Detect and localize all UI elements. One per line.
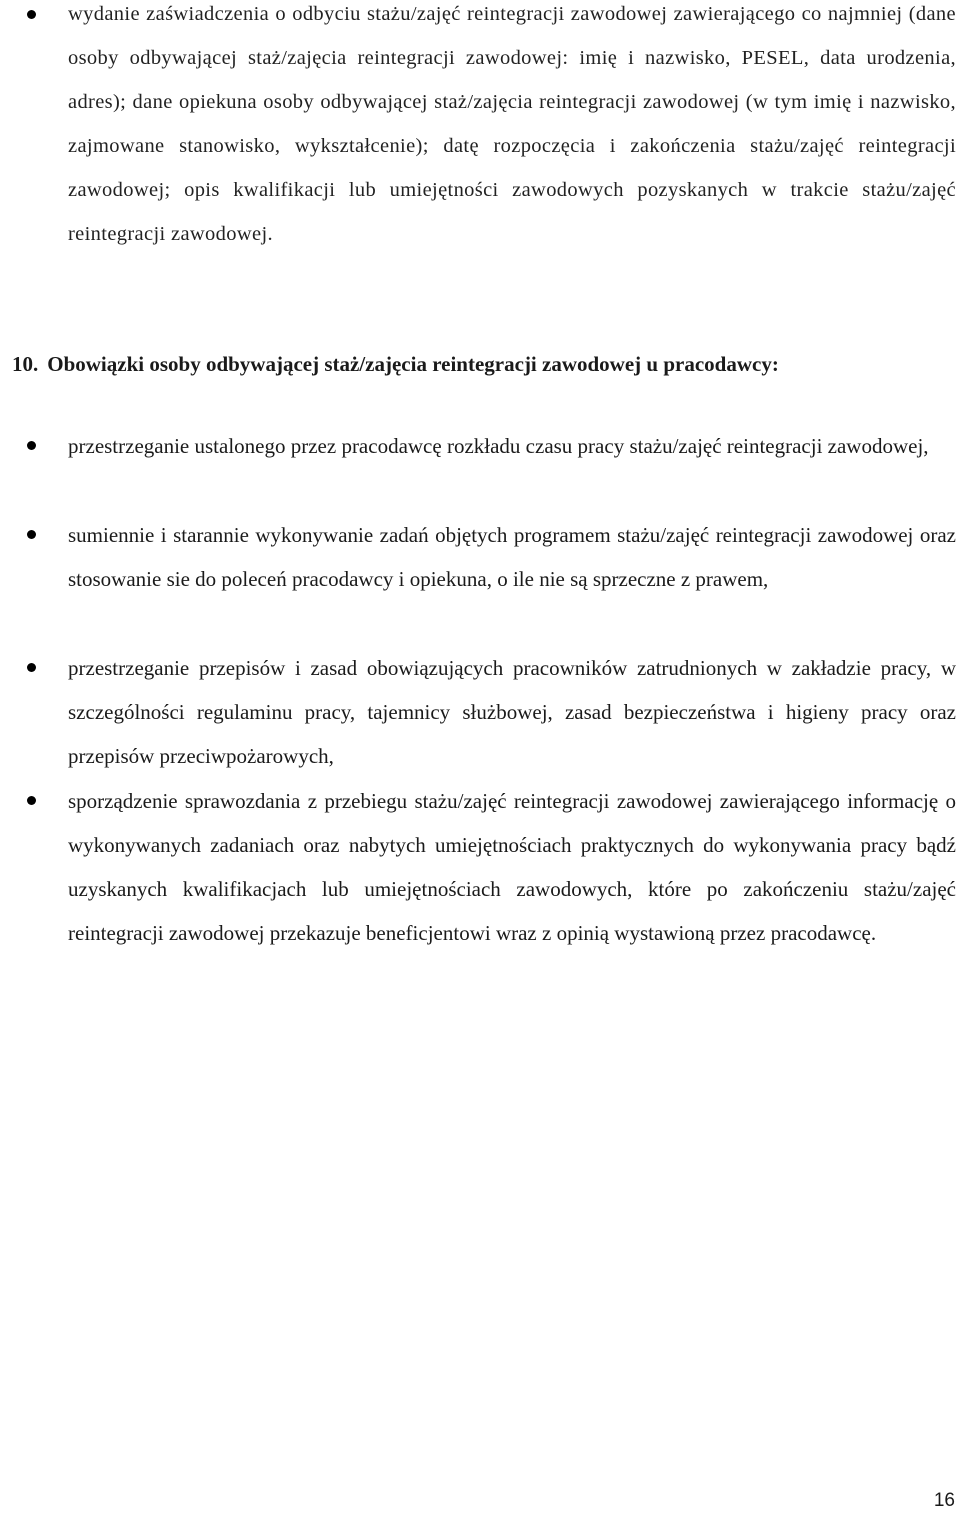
page-number: 16 bbox=[933, 1490, 955, 1511]
bullet-icon bbox=[27, 441, 36, 450]
list-item-text: przestrzeganie przepisów i zasad obowiązujących pracowników zatrudnionych w zakładzie pracy, w szczególności regulaminu pracy, tajemnicy służbowej, zasad bezpieczeństwa i higieny pracy oraz przepisów przeciwpożarowych, bbox=[68, 656, 956, 768]
list-item-text: sporządzenie sprawozdania z przebiegu stażu/zajęć reintegracji zawodowej zawierającego informację o wykonywanych zadaniach oraz nabytych umiejętnościach praktycznych do wykonywania pracy bądź uzyskanych kwalifikacjach lub umiejętnościach zawodowych, które po zakończeniu stażu/zajęć reintegracji zawodowej przekazuje beneficjentowi wraz z opinią wystawioną przez pracodawcę. bbox=[68, 789, 956, 945]
bullet-icon bbox=[27, 663, 36, 672]
bullet-icon bbox=[27, 530, 36, 539]
bullet-icon bbox=[27, 796, 36, 805]
section-title: Obowiązki osoby odbywającej staż/zajęcia reintegracji zawodowej u pracodawcy: bbox=[47, 352, 779, 376]
section-heading bbox=[12, 348, 952, 380]
list-item-text: wydanie zaświadczenia o odbyciu stażu/zajęć reintegracji zawodowej zawierającego co najmniej (dane osoby odbywającej staż/zajęcia reintegracji zawodowej: imię i nazwisko, PESEL, data urodzenia, adres); dane opiekuna osoby odbywającej staż/zajęcia reintegracji zawodowej (w tym imię i nazwisko, zajmowane stanowisko, wykształcenie); datę rozpoczęcia i zakończenia stażu/zajęć reintegracji zawodowej; opis kwalifikacji lub umiejętności zawodowych pozyskanych w trakcie stażu/zajęć reintegracji zawodowej. bbox=[68, 3, 956, 245]
list-item-text: przestrzeganie ustalonego przez pracodawcę rozkładu czasu pracy stażu/zajęć reintegracji zawodowej, bbox=[68, 434, 929, 458]
bullet-icon bbox=[27, 10, 36, 19]
list-item-text: sumiennie i starannie wykonywanie zadań objętych programem stażu/zajęć reintegracji zawodowej oraz stosowanie sie do poleceń pracodawcy i opiekuna, o ile nie są sprzeczne z prawem, bbox=[68, 523, 956, 591]
section-number: 10. bbox=[12, 352, 39, 376]
